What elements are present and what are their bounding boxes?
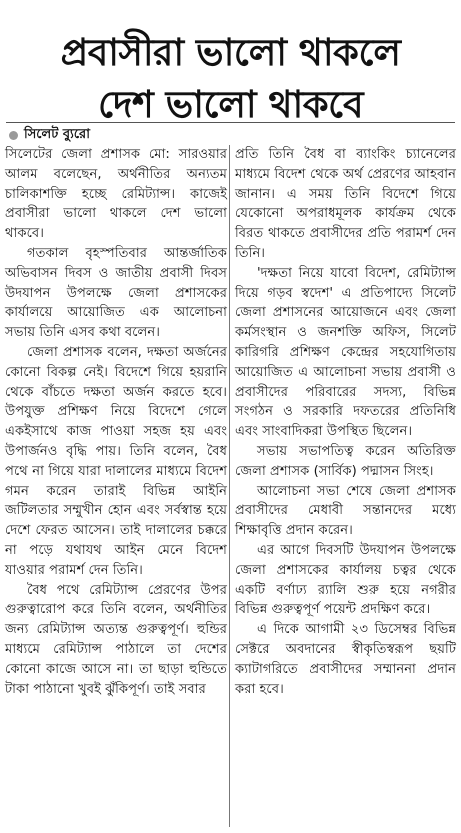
paragraph: এ দিকে আগামী ২৩ ডিসেম্বর বিভিন্ন সেক্টরে অবদানের স্বীকৃতিস্বরূপ ছয়টি ক্যাটাগরিতে প্রবাসীদের সম্মাননা প্রদান করা হবে। [235, 622, 456, 697]
headline-line-1: প্রবাসীরা ভালো থাকলে [60, 31, 401, 75]
paragraph: প্রতি তিনি বৈধ বা ব্যাংকিং চ্যানেলের মাধ্যমে বিদেশ থেকে অর্থ প্রেরণের আহবান জানান। এ সময় তিনি বিদেশে গিয়ে যেকোনো অপরাধমূলক কার্যক্রম থেকে বিরত থাকতে প্রবাসীদের প্রতি পরামর্শ দেন তিনি। [235, 147, 456, 261]
byline [5, 125, 227, 145]
headline-rule [6, 122, 455, 123]
column-divider [229, 145, 230, 827]
headline-line-2: দেশ ভালো থাকবে [97, 83, 364, 127]
paragraph: জেলা প্রশাসক বলেন, দক্ষতা অর্জনের কোনো বিকল্প নেই। বিদেশে গিয়ে হয়রানি থেকে বাঁচতে দক্ষতা অর্জন করতে হবে। উপযুক্ত প্রশিক্ষণ নিয়ে বিদেশে গেলে একইসাথে কাজ পাওয়া সহজ হয় এবং উপার্জনও বৃদ্ধি পায়। তিনি বলেন, বৈধ পথে না গিয়ে যারা দালালের মাধ্যমে বিদেশ গমন করেন তারাই বিভিন্ন আইনি জটিলতার সম্মুখীন হোন এবং সর্বস্বান্ত হয়ে দেশে ফেরত আসেন। তাই দালালের চক্করে না পড়ে যথাযথ আইন মেনে বিদেশ যাওয়ার পরামর্শ দেন তিনি। [5, 344, 227, 578]
paragraph: সিলেটের জেলা প্রশাসক মো: সারওয়ার আলম বলেছেন, অর্থনীতির অন্যতম চালিকাশক্তি হচ্ছে রেমিট্যান্স। কাজেই প্রবাসীরা ভালো থাকলে দেশ ভালো থাকবে। [5, 147, 227, 242]
paragraph: গতকাল বৃহস্পতিবার আন্তর্জাতিক অভিবাসন দিবস ও জাতীয় প্রবাসী দিবস উদযাপন উপলক্ষে জেলা প্রশাসকের কার্যালয়ে আয়োজিত এক আলোচনা সভায় তিনি এসব কথা বলেন। [5, 245, 227, 341]
left-column [5, 125, 227, 699]
byline-text: সিলেট ব্যুরো [24, 127, 90, 142]
paragraph: বৈধ পথে রেমিট্যান্স প্রেরণের উপর গুরুত্বারোপ করে তিনি বলেন, অর্থনীতির জন্য রেমিট্যান্স অত্যন্ত গুরুত্বপূর্ণ। হুন্ডির মাধ্যমে রেমিট্যান্স পাঠালে তা দেশের কোনো কাজে আসে না। তা ছাড়া হুন্ডিতে টাকা পাঠানো খুবই ঝুঁকিপূর্ণ। তাই সবার [5, 582, 227, 697]
right-column [235, 145, 456, 699]
paragraph: আলোচনা সভা শেষে জেলা প্রশাসক প্রবাসীদের মেধাবী সন্তানদের মধ্যে শিক্ষাবৃত্তি প্রদান করেন। [235, 483, 456, 539]
headline [0, 27, 461, 131]
paragraph: এর আগে দিবসটি উদযাপন উপলক্ষে জেলা প্রশাসকের কার্যালয় চত্বর থেকে একটি বর্ণাঢ্য র‍্যালি শুরু হয়ে নগরীর বিভিন্ন গুরুত্বপূর্ণ পয়েন্ট প্রদক্ষিণ করে। [235, 542, 456, 618]
paragraph: 'দক্ষতা নিয়ে যাবো বিদেশ, রেমিট্যান্স দিয়ে গড়ব স্বদেশ' এ প্রতিপাদ্যে সিলেট জেলা প্রশাসনের আয়োজনে এবং জেলা কর্মসংস্থান ও জনশক্তি অফিস, সিলেট কারিগরি প্রশিক্ষণ কেন্দ্রের সহযোগিতায় আয়োজিত এ আলোচনা সভায় প্রবাসী ও প্রবাসীদের পরিবারের সদস্য, বিভিন্ন সংগঠন ও সরকারি দফতরের প্রতিনিধি এবং সাংবাদিকরা উপস্থিত ছিলেন। [235, 265, 456, 440]
bullet-icon [9, 131, 18, 140]
paragraph: সভায় সভাপতিত্ব করেন অতিরিক্ত জেলা প্রশাসক (সার্বিক) পদ্মাসন সিংহ। [235, 443, 456, 479]
